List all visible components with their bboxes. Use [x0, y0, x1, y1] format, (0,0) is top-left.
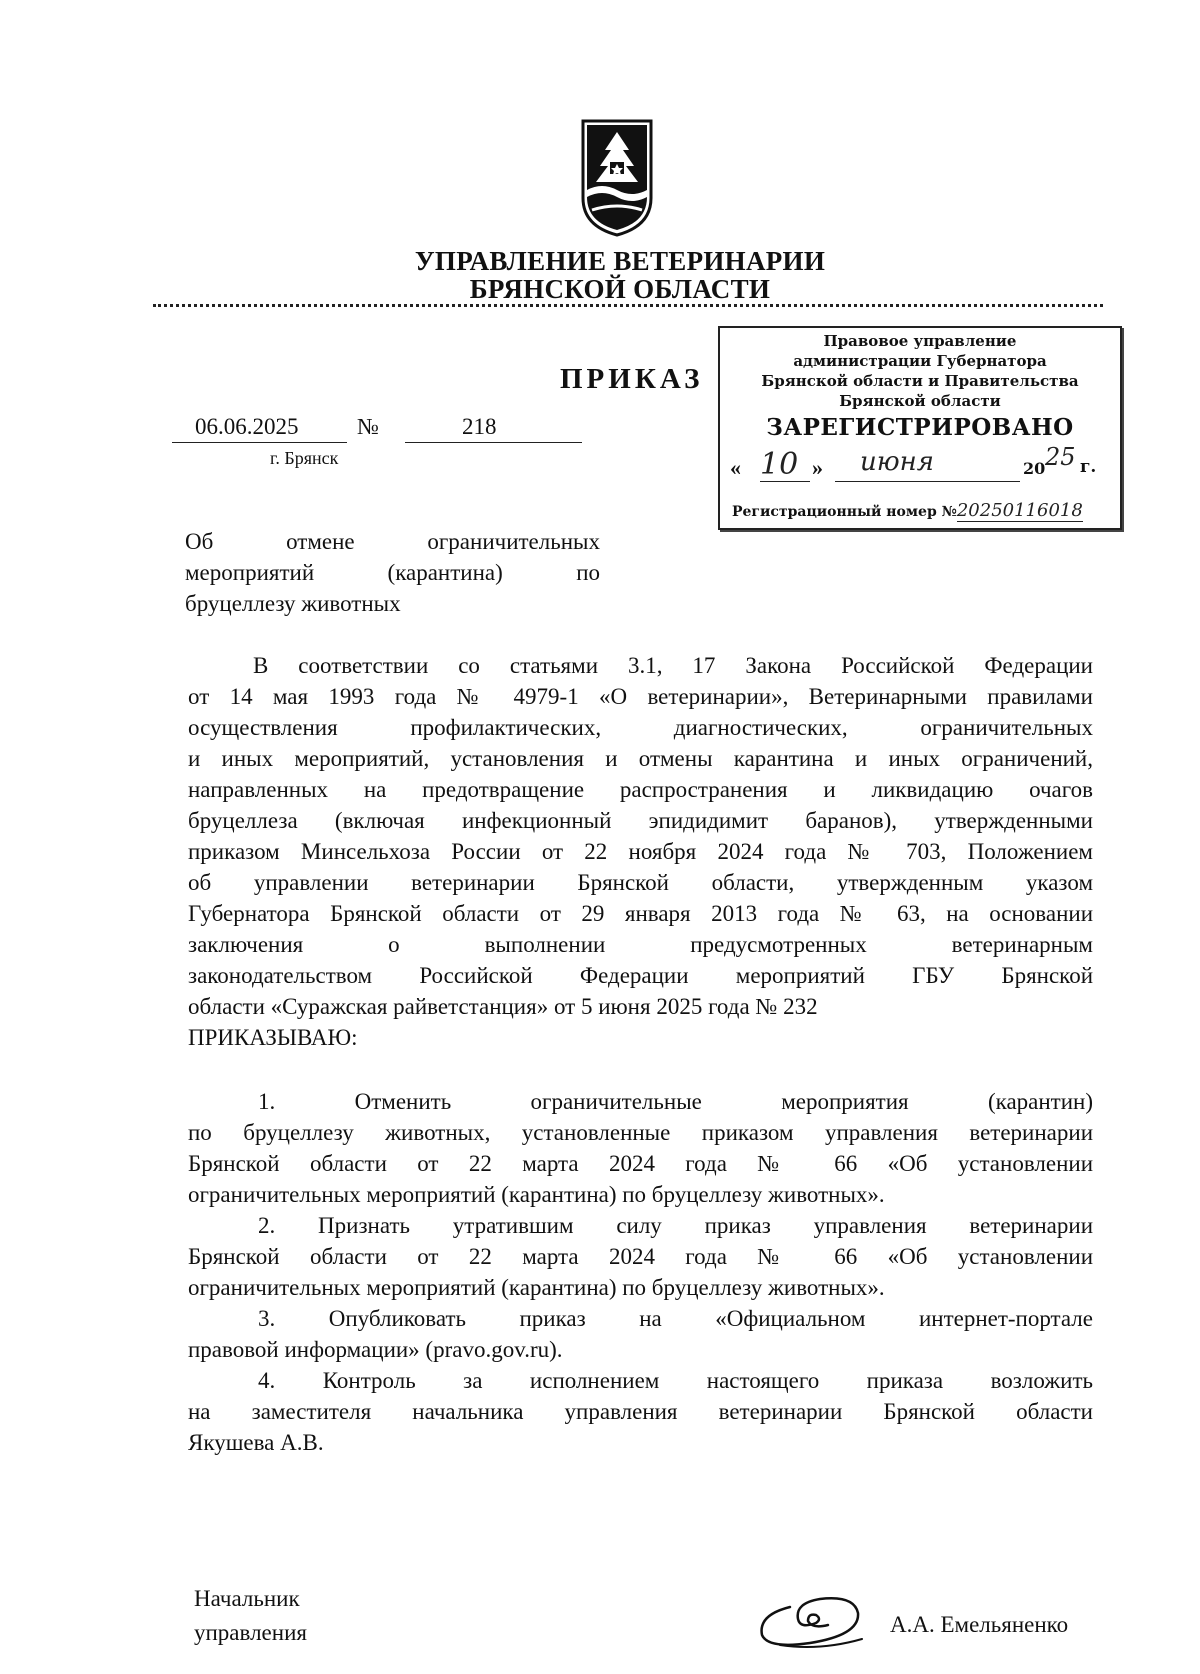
text-line: направленных на предотвращение распространения и ликвидацию очагов — [188, 777, 1093, 802]
document-subject — [185, 526, 600, 619]
document-type-title: ПРИКАЗ — [560, 363, 704, 395]
text-line: заключения о выполнении предусмотренных ветеринарным — [188, 932, 1093, 957]
stamp-reg-label: Регистрационный номер № — [732, 504, 957, 520]
order-item-3 — [188, 1303, 1093, 1365]
order-number: 218 — [462, 414, 497, 439]
subject-line: мероприятий (карантина) по — [185, 560, 600, 585]
signer-position — [194, 1582, 307, 1650]
registration-stamp — [718, 326, 1122, 530]
text-line: на заместителя начальника управления ветеринарии Брянской области — [188, 1399, 1093, 1424]
subject-line: Об отмене ограничительных — [185, 529, 600, 554]
coat-of-arms-emblem — [580, 118, 654, 238]
stamp-line-3: Брянской области и Правительства — [761, 372, 1079, 390]
text-line: 4. Контроль за исполнением настоящего приказа возложить — [258, 1368, 1093, 1393]
header-divider — [153, 304, 1103, 307]
order-item-1 — [188, 1086, 1093, 1210]
stamp-reg-number: 20250116018 — [956, 500, 1083, 521]
text-line: приказом Минсельхоза России от 22 ноября 2024 года № 703, Положением — [188, 839, 1093, 864]
text-line: осуществления профилактических, диагностических, ограничительных — [188, 715, 1093, 740]
signer-position-line: Начальник — [194, 1586, 300, 1611]
subject-line: бруцеллезу животных — [185, 591, 401, 616]
text-line: по бруцеллезу животных, установленные приказом управления ветеринарии — [188, 1120, 1093, 1145]
text-line: Брянской области от 22 марта 2024 года № 66 «Об установлении — [188, 1151, 1093, 1176]
stamp-year-prefix: 20 — [1023, 459, 1046, 478]
signer-name: А.А. Емельяненко — [890, 1612, 1069, 1637]
text-line: Брянской области от 22 марта 2024 года № 66 «Об установлении — [188, 1244, 1093, 1269]
org-name-line-1: УПРАВЛЕНИЕ ВЕТЕРИНАРИИ — [414, 246, 826, 276]
number-sign: № — [357, 414, 379, 439]
text-line: области «Суражская райветстанция» от 5 июня 2025 года № 232 — [188, 994, 818, 1019]
text-line: 2. Признать утратившим силу приказ управления ветеринарии — [258, 1213, 1093, 1238]
text-line: бруцеллеза (включая инфекционный эпидидимит баранов), утвержденными — [188, 808, 1093, 833]
city: г. Брянск — [270, 448, 339, 468]
order-word: ПРИКАЗЫВАЮ: — [188, 1025, 358, 1050]
text-line: 1. Отменить ограничительные мероприятия (карантин) — [258, 1089, 1093, 1114]
order-item-2 — [188, 1210, 1093, 1303]
text-line: законодательством Российской Федерации мероприятий ГБУ Брянской — [188, 963, 1093, 988]
stamp-day: 10 — [760, 447, 799, 482]
date-underline — [172, 442, 347, 443]
text-line: от 14 мая 1993 года № 4979-1 «О ветеринарии», Ветеринарными правилами — [188, 684, 1093, 709]
text-line: и иных мероприятий, установления и отмены карантина и иных ограничений, — [188, 746, 1093, 771]
preamble-paragraph — [188, 650, 1093, 1053]
org-name-line-2: БРЯНСКОЙ ОБЛАСТИ — [469, 274, 771, 304]
text-line: В соответствии со статьями 3.1, 17 Закона Российской Федерации — [253, 653, 1093, 678]
stamp-line-1: Правовое управление — [823, 332, 1017, 350]
text-line: 3. Опубликовать приказ на «Официальном интернет-портале — [258, 1306, 1093, 1331]
number-underline — [405, 442, 582, 443]
text-line: Якушева А.В. — [188, 1430, 324, 1455]
stamp-date-row: « 10 » июня 20 25 г. — [730, 443, 1097, 482]
text-line: об управлении ветеринарии Брянской области, утвержденным указом — [188, 870, 1093, 895]
stamp-year-unit: г. — [1080, 457, 1097, 477]
stamp-line-4: Брянской области — [839, 392, 1001, 410]
text-line: Губернатора Брянской области от 29 января 2013 года № 63, на основании — [188, 901, 1093, 926]
stamp-month: июня — [860, 447, 934, 477]
stamp-line-2: администрации Губернатора — [793, 352, 1047, 370]
text-line: правовой информации» (pravo.gov.ru). — [188, 1337, 563, 1362]
text-line: ограничительных мероприятий (карантина) по бруцеллезу животных». — [188, 1275, 885, 1300]
stamp-registered: ЗАРЕГИСТРИРОВАНО — [766, 414, 1074, 441]
order-date: 06.06.2025 — [195, 414, 299, 439]
signer-position-line: управления — [194, 1620, 307, 1645]
stamp-reg-row — [732, 500, 1083, 521]
stamp-year-suffix: 25 — [1045, 443, 1076, 471]
order-item-4 — [188, 1365, 1093, 1458]
text-line: ограничительных мероприятий (карантина) по бруцеллезу животных». — [188, 1182, 885, 1207]
handwritten-signature — [750, 1585, 870, 1655]
